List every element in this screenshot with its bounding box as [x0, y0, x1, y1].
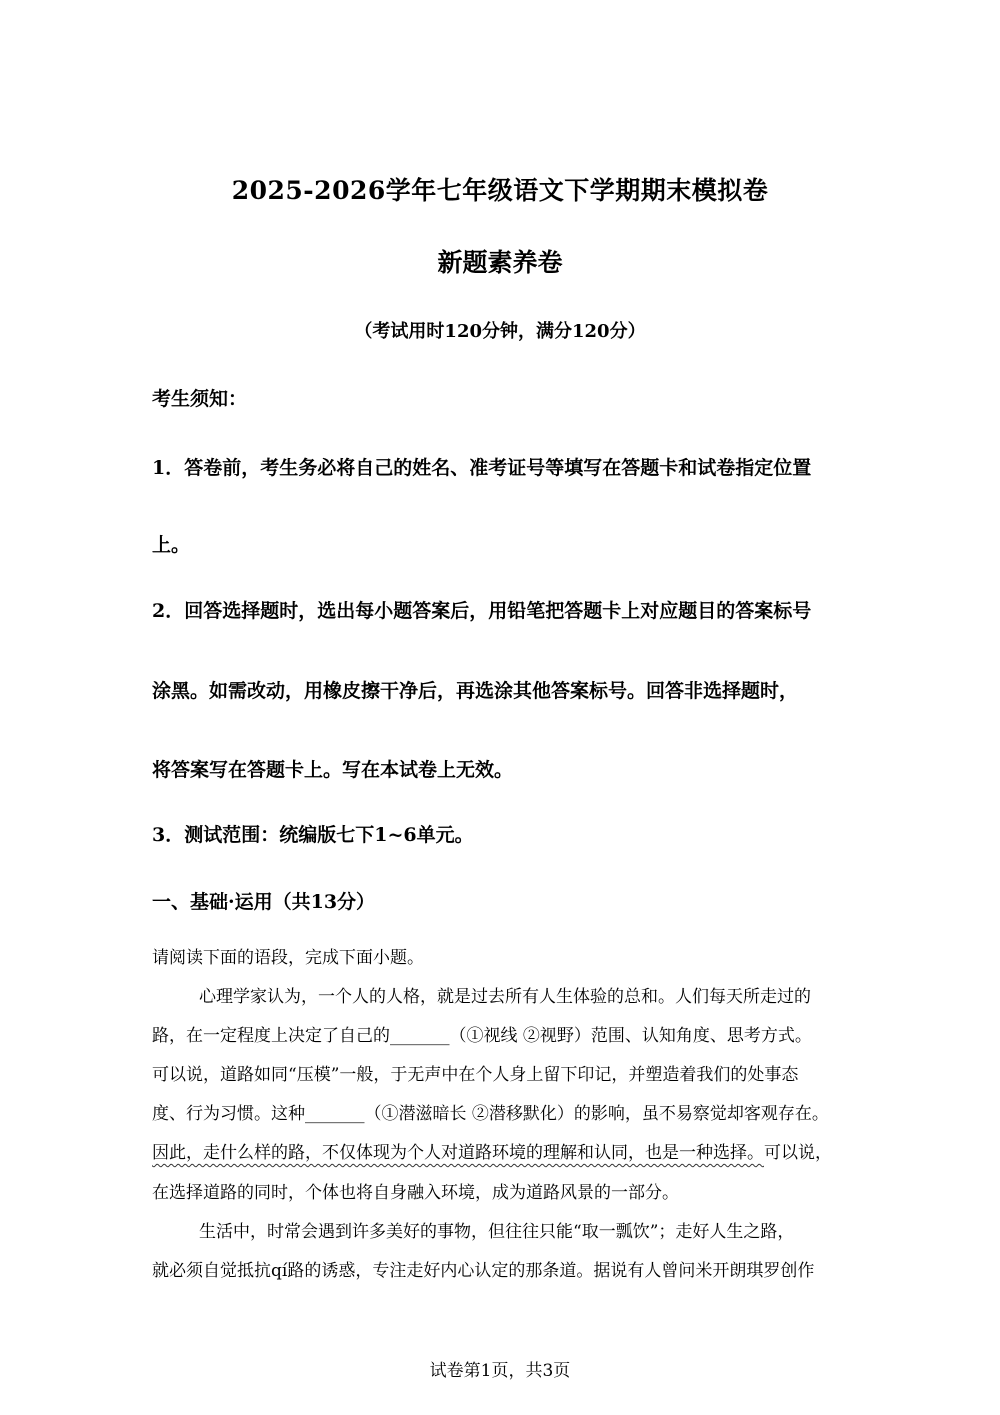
passage-p1-line-5-rest: 可以说， — [764, 1143, 832, 1163]
notice-heading: 考生须知： — [152, 388, 248, 410]
exam-subtitle: 新题素养卷 — [437, 248, 563, 277]
section-1-heading: 一、基础·运用（共13分） — [152, 891, 376, 913]
passage-p2-line-1: 生活中，时常会遇到许多美好的事物，但往往只能“取一瓢饮”；走好人生之路， — [199, 1222, 795, 1242]
notice-item-1-line-2: 上。 — [152, 534, 191, 556]
passage-p1-line-5 — [152, 1138, 832, 1163]
notice-item-3: 3．测试范围：统编版七下1~6单元。 — [152, 824, 474, 846]
exam-time-score-info: （考试用时120分钟，满分120分） — [354, 321, 646, 342]
notice-item-2-line-2: 涂黑。如需改动，用橡皮擦干净后，再选涂其他答案标号。回答非选择题时， — [152, 680, 799, 702]
section-1-instruction: 请阅读下面的语段，完成下面小题。 — [152, 948, 424, 968]
notice-item-2-line-3: 将答案写在答题卡上。写在本试卷上无效。 — [152, 759, 514, 781]
passage-p1-line-1: 心理学家认为，一个人的人格，就是过去所有人生体验的总和。人们每天所走过的 — [199, 987, 811, 1007]
passage-p1-line-6: 在选择道路的同时，个体也将自身融入环境，成为道路风景的一部分。 — [152, 1183, 679, 1203]
passage-p2-line-2: 就必须自觉抵抗qí路的诱惑，专注走好内心认定的那条道。据说有人曾问米开朗琪罗创作 — [152, 1261, 815, 1281]
exam-title: 2025-2026学年七年级语文下学期期末模拟卷 — [231, 176, 769, 205]
passage-p1-line-4: 度、行为习惯。这种_______（①潜滋暗长 ②潜移默化）的影响，虽不易察觉却客观存在。 — [152, 1104, 829, 1124]
passage-p1-line-3: 可以说，道路如同“压模”一般，于无声中在个人身上留下印记，并塑造着我们的处事态 — [152, 1065, 799, 1085]
page-footer: 试卷第1页，共3页 — [429, 1361, 571, 1381]
notice-item-1-line-1: 1．答卷前，考生务必将自己的姓名、准考证号等填写在答题卡和试卷指定位置 — [152, 457, 812, 479]
passage-p1-line-2: 路，在一定程度上决定了自己的_______（①视线 ②视野）范围、认知角度、思考方式。 — [152, 1026, 812, 1046]
wavy-underlined-sentence: 因此，走什么样的路，不仅体现为个人对道路环境的理解和认同，也是一种选择。 — [152, 1143, 764, 1163]
notice-item-2-line-1: 2．回答选择题时，选出每小题答案后，用铅笔把答题卡上对应题目的答案标号 — [152, 600, 812, 622]
